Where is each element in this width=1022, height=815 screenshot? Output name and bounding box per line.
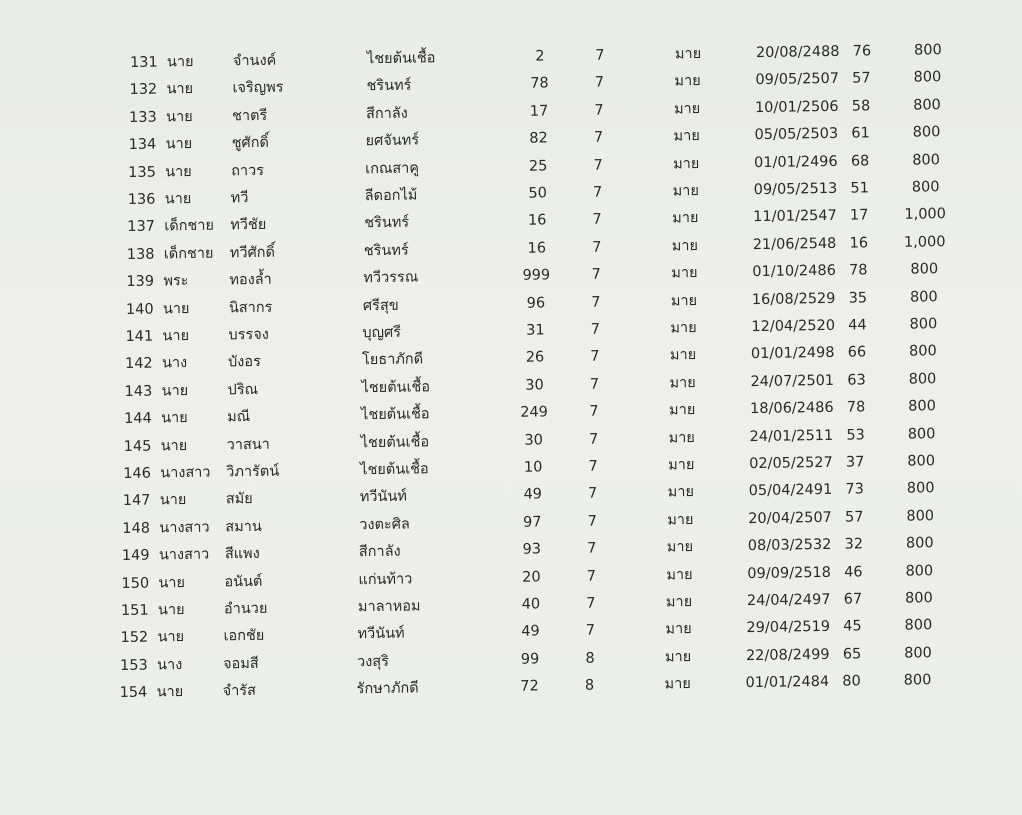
birth-date-cell: 05/04/2491 [748, 482, 833, 500]
allowance-amount-cell: 800 [905, 535, 934, 552]
last-name-cell: ไชยต้นเชื้อ [360, 461, 429, 479]
first-name-cell: จอมสี [222, 655, 259, 673]
title-prefix-cell: นาย [157, 629, 185, 646]
village-number-cell: 7 [587, 485, 598, 503]
birth-date-cell: 21/06/2548 [752, 235, 837, 253]
row-number-cell: 135 [128, 164, 157, 181]
subdistrict-cell: มาย [664, 676, 691, 693]
first-name-cell: ปริณ [227, 381, 259, 399]
subdistrict-cell: มาย [672, 210, 699, 227]
row-number-cell: 148 [122, 520, 151, 537]
subdistrict-cell: มาย [669, 347, 697, 364]
title-prefix-cell: นาย [161, 410, 188, 427]
village-number-cell: 7 [587, 513, 598, 530]
age-cell: 76 [852, 43, 872, 60]
age-cell: 63 [847, 372, 866, 389]
title-prefix-cell: นาย [157, 602, 185, 619]
house-number-cell: 96 [526, 295, 546, 312]
village-number-cell: 7 [590, 348, 600, 366]
title-prefix-cell: นาย [162, 328, 190, 345]
allowance-amount-cell: 800 [903, 672, 932, 689]
first-name-cell: ชาตรี [231, 107, 268, 125]
village-number-cell: 7 [594, 74, 605, 92]
subdistrict-cell: มาย [668, 429, 695, 447]
title-prefix-cell: นางสาว [158, 546, 210, 564]
first-name-cell: สีแพง [224, 546, 260, 563]
age-cell: 67 [843, 591, 863, 608]
last-name-cell: ไชยต้นเชื้อ [361, 378, 431, 397]
house-number-cell: 25 [528, 158, 548, 175]
last-name-cell: ทวีนันท์ [359, 488, 407, 506]
last-name-cell: โยธาภักดี [361, 351, 424, 369]
village-number-cell: 7 [594, 102, 604, 119]
allowance-amount-cell: 800 [908, 371, 937, 388]
birth-date-cell: 24/04/2497 [746, 591, 831, 610]
row-number-cell: 134 [128, 136, 157, 154]
age-cell: 45 [843, 618, 862, 636]
village-number-cell: 7 [593, 157, 603, 174]
allowance-amount-cell: 800 [910, 261, 939, 278]
last-name-cell: วงตะศิล [359, 516, 410, 534]
allowance-amount-cell: 800 [904, 645, 932, 662]
village-number-cell: 7 [587, 540, 597, 557]
allowance-amount-cell: 800 [913, 42, 942, 59]
row-number-cell: 139 [126, 273, 155, 291]
row-number-cell: 133 [128, 109, 157, 126]
age-cell: 78 [846, 399, 866, 416]
last-name-cell: ลีดอกไม้ [364, 187, 418, 205]
birth-date-cell: 09/09/2518 [747, 564, 832, 582]
birth-date-cell: 01/01/2498 [750, 345, 835, 363]
age-cell: 68 [850, 152, 870, 170]
row-number-cell: 136 [127, 191, 156, 208]
subdistrict-cell: มาย [674, 73, 701, 90]
birth-date-cell: 18/06/2486 [749, 400, 834, 418]
subdistrict-cell: มาย [673, 100, 701, 118]
subdistrict-cell: มาย [667, 484, 695, 501]
row-number-cell: 154 [119, 684, 148, 702]
allowance-amount-cell: 800 [909, 288, 938, 306]
birth-date-cell: 05/05/2503 [754, 126, 839, 144]
allowance-amount-cell: 800 [908, 398, 937, 415]
first-name-cell: บังอร [227, 354, 261, 371]
first-name-cell: ทวีชัย [230, 217, 267, 234]
village-number-cell: 7 [585, 622, 596, 640]
birth-date-cell: 20/08/2488 [755, 43, 840, 62]
first-name-cell: วิภารัตน์ [226, 463, 280, 481]
first-name-cell: ทองล้ำ [229, 271, 272, 289]
title-prefix-cell: นาย [165, 163, 192, 181]
birth-date-cell: 20/04/2507 [748, 509, 832, 527]
age-cell: 51 [850, 180, 870, 197]
house-number-cell: 82 [529, 130, 548, 147]
house-number-cell: 49 [521, 623, 540, 641]
house-number-cell: 16 [527, 212, 547, 230]
village-number-cell: 7 [589, 403, 599, 420]
age-cell: 35 [848, 289, 868, 307]
first-name-cell: สมัย [225, 491, 253, 508]
birth-date-cell: 02/05/2527 [749, 454, 833, 473]
last-name-cell: เกณสาคู [365, 160, 420, 177]
last-name-cell: ไชยต้นเชื้อ [360, 433, 430, 451]
village-number-cell: 7 [593, 129, 604, 146]
birth-date-cell: 22/08/2499 [745, 646, 830, 664]
village-number-cell: 7 [595, 47, 605, 64]
row-number-cell: 137 [127, 218, 156, 236]
house-number-cell: 78 [530, 75, 549, 93]
birth-date-cell: 11/01/2547 [753, 208, 837, 226]
allowance-amount-cell: 800 [907, 453, 936, 470]
allowance-amount-cell: 800 [905, 562, 934, 580]
allowance-amount-cell: 1,000 [904, 206, 947, 224]
first-name-cell: นิสากร [228, 299, 273, 316]
title-prefix-cell: นาย [166, 81, 194, 98]
subdistrict-cell: มาย [665, 594, 693, 611]
row-number-cell: 143 [124, 383, 153, 400]
village-number-cell: 7 [590, 321, 601, 338]
age-cell: 73 [845, 481, 865, 499]
age-cell: 58 [851, 98, 871, 115]
row-number-cell: 138 [126, 246, 155, 263]
title-prefix-cell: นาย [162, 300, 190, 318]
subdistrict-cell: มาย [666, 539, 694, 556]
row-number-cell: 132 [129, 81, 158, 99]
title-prefix-cell: นาย [158, 574, 186, 592]
last-name-cell: ทวีวรรณ [363, 269, 419, 287]
last-name-cell: ทวีนันท์ [357, 625, 405, 643]
age-cell: 37 [845, 454, 865, 471]
subdistrict-cell: มาย [669, 374, 696, 392]
birth-date-cell: 29/04/2519 [746, 619, 831, 637]
last-name-cell: ศรีสุข [362, 297, 399, 314]
age-cell: 57 [852, 70, 871, 88]
title-prefix-cell: นาย [166, 54, 194, 71]
last-name-cell: บุญศรี [362, 324, 402, 342]
house-number-cell: 30 [525, 377, 544, 394]
row-number-cell: 142 [124, 355, 153, 373]
house-number-cell: 16 [527, 240, 547, 257]
village-number-cell: 7 [586, 568, 597, 585]
village-number-cell: 7 [592, 184, 603, 201]
house-number-cell: 99 [520, 651, 540, 668]
title-prefix-cell: นางสาว [160, 464, 211, 482]
first-name-cell: จำนงค์ [232, 52, 277, 70]
first-name-cell: จำรัส [222, 683, 257, 700]
title-prefix-cell: นาย [160, 437, 188, 455]
allowance-amount-cell: 800 [911, 179, 940, 196]
subdistrict-cell: มาย [673, 155, 700, 173]
age-cell: 61 [851, 125, 870, 142]
village-number-cell: 7 [592, 211, 602, 229]
title-prefix-cell: นาง [161, 355, 188, 372]
house-number-cell: 26 [525, 349, 545, 367]
age-cell: 46 [844, 563, 863, 581]
allowance-amount-cell: 800 [909, 316, 938, 333]
first-name-cell: ถาวร [231, 162, 265, 179]
allowance-amount-cell: 800 [906, 480, 935, 498]
village-number-cell: 7 [589, 376, 600, 393]
subdistrict-cell: มาย [667, 511, 694, 529]
last-name-cell: สีกาลัง [365, 105, 408, 123]
row-number-cell: 140 [125, 301, 154, 318]
age-cell: 17 [849, 207, 869, 225]
last-name-cell: ไชยต้นเชื้อ [360, 406, 430, 424]
last-name-cell: ไชยต้นเชื้อ [366, 50, 436, 68]
birth-date-cell: 24/01/2511 [749, 427, 834, 445]
house-number-cell: 2 [535, 48, 545, 65]
row-number-cell: 153 [119, 657, 148, 674]
age-cell: 16 [849, 235, 869, 252]
age-cell: 80 [842, 673, 861, 690]
birth-date-cell: 01/10/2486 [752, 263, 837, 281]
title-prefix-cell: นาย [159, 492, 187, 509]
subdistrict-cell: มาย [668, 402, 696, 419]
row-number-cell: 151 [120, 602, 149, 619]
first-name-cell: สมาน [225, 518, 262, 536]
house-number-cell: 97 [522, 514, 542, 531]
row-number-cell: 144 [124, 410, 152, 428]
birth-date-cell: 10/01/2506 [754, 98, 839, 116]
subdistrict-cell: มาย [672, 183, 700, 200]
house-number-cell: 10 [523, 459, 543, 476]
title-prefix-cell: เด็กชาย [163, 245, 214, 263]
last-name-cell: แก่นท้าว [358, 571, 413, 588]
last-name-cell: รักษาภักดี [356, 680, 419, 698]
row-number-cell: 131 [129, 54, 158, 71]
house-number-cell: 40 [521, 596, 541, 613]
birth-date-cell: 12/04/2520 [751, 317, 836, 336]
birth-date-cell: 01/01/2496 [753, 153, 838, 171]
allowance-amount-cell: 800 [906, 508, 935, 525]
village-number-cell: 7 [591, 266, 602, 283]
house-number-cell: 20 [522, 569, 541, 586]
first-name-cell: มณี [227, 409, 251, 426]
village-number-cell: 7 [588, 458, 598, 475]
row-number-cell: 147 [122, 492, 151, 510]
age-cell: 57 [844, 509, 864, 526]
subdistrict-cell: มาย [673, 128, 700, 145]
allowance-amount-cell: 800 [912, 124, 941, 141]
village-number-cell: 7 [591, 294, 601, 311]
subdistrict-cell: มาย [674, 46, 702, 63]
last-name-cell: มาลาหอม [357, 598, 421, 616]
birth-date-cell: 09/05/2513 [753, 180, 838, 199]
house-number-cell: 49 [523, 486, 543, 504]
house-number-cell: 93 [522, 541, 542, 558]
first-name-cell: ทวีศักดิ์ [229, 244, 276, 262]
house-number-cell: 72 [520, 678, 539, 695]
village-number-cell: 8 [584, 677, 595, 694]
first-name-cell: ชูศักดิ์ [231, 134, 270, 152]
last-name-cell: วงสุริ [356, 653, 390, 671]
title-prefix-cell: พระ [163, 273, 189, 290]
subdistrict-cell: มาย [670, 292, 698, 310]
row-number-cell: 141 [125, 328, 154, 345]
allowance-amount-cell: 800 [904, 590, 933, 607]
birth-date-cell: 09/05/2507 [755, 71, 840, 89]
allowance-amount-cell: 800 [907, 425, 936, 443]
title-prefix-cell: นาย [156, 684, 184, 701]
last-name-cell: ชรินทร์ [364, 214, 410, 232]
house-number-cell: 50 [528, 185, 548, 202]
row-number-cell: 146 [123, 465, 152, 482]
subdistrict-cell: มาย [664, 648, 692, 666]
row-number-cell: 145 [123, 438, 152, 455]
house-number-cell: 31 [526, 322, 545, 339]
house-number-cell: 17 [529, 103, 549, 120]
subdistrict-cell: มาย [668, 457, 695, 474]
first-name-cell: อำนวย [223, 600, 268, 618]
last-name-cell: ชรินทร์ [366, 77, 412, 95]
village-number-cell: 8 [585, 650, 595, 667]
last-name-cell: สีกาลัง [358, 543, 401, 561]
house-number-cell: 999 [522, 267, 551, 284]
allowance-amount-cell: 800 [912, 151, 941, 169]
subdistrict-cell: มาย [665, 621, 692, 638]
allowance-amount-cell: 800 [913, 69, 942, 87]
title-prefix-cell: เด็กชาย [164, 218, 215, 235]
last-name-cell: ชรินทร์ [363, 242, 409, 260]
row-number-cell: 150 [121, 575, 150, 592]
title-prefix-cell: นาย [164, 191, 192, 208]
age-cell: 78 [848, 262, 868, 279]
birth-date-cell: 16/08/2529 [751, 290, 836, 308]
age-cell: 32 [844, 536, 864, 553]
row-number-cell: 149 [121, 547, 150, 565]
house-number-cell: 30 [524, 432, 543, 449]
first-name-cell: บรรจง [228, 326, 269, 344]
age-cell: 44 [848, 317, 867, 334]
allowance-amount-cell: 1,000 [903, 233, 946, 251]
first-name-cell: วาสนา [226, 436, 271, 453]
subdistrict-cell: มาย [666, 566, 693, 584]
house-number-cell: 249 [520, 404, 549, 421]
village-number-cell: 7 [592, 239, 602, 256]
title-prefix-cell: นางสาว [159, 519, 210, 537]
birth-date-cell: 08/03/2532 [747, 537, 832, 555]
subdistrict-cell: มาย [671, 237, 699, 255]
subdistrict-cell: มาย [670, 320, 697, 337]
allowance-amount-cell: 800 [908, 343, 937, 361]
birth-date-cell: 24/07/2501 [750, 372, 835, 390]
row-number-cell: 152 [120, 629, 149, 647]
age-cell: 65 [842, 646, 862, 663]
title-prefix-cell: นาง [156, 656, 183, 674]
title-prefix-cell: นาย [165, 108, 193, 126]
allowance-amount-cell: 800 [904, 617, 933, 635]
first-name-cell: เอกชัย [223, 628, 265, 645]
subdistrict-cell: มาย [671, 265, 698, 282]
village-number-cell: 7 [586, 595, 596, 612]
first-name-cell: เจริญพร [232, 79, 284, 97]
title-prefix-cell: นาย [165, 136, 193, 153]
title-prefix-cell: นาย [161, 382, 189, 400]
age-cell: 66 [847, 344, 867, 362]
first-name-cell: อนันต์ [224, 573, 263, 590]
village-number-cell: 7 [588, 431, 599, 448]
birth-date-cell: 01/01/2484 [745, 674, 830, 692]
last-name-cell: ยศจันทร์ [365, 132, 420, 150]
first-name-cell: ทวี [230, 190, 249, 207]
age-cell: 53 [846, 426, 865, 444]
allowance-amount-cell: 800 [913, 97, 941, 114]
